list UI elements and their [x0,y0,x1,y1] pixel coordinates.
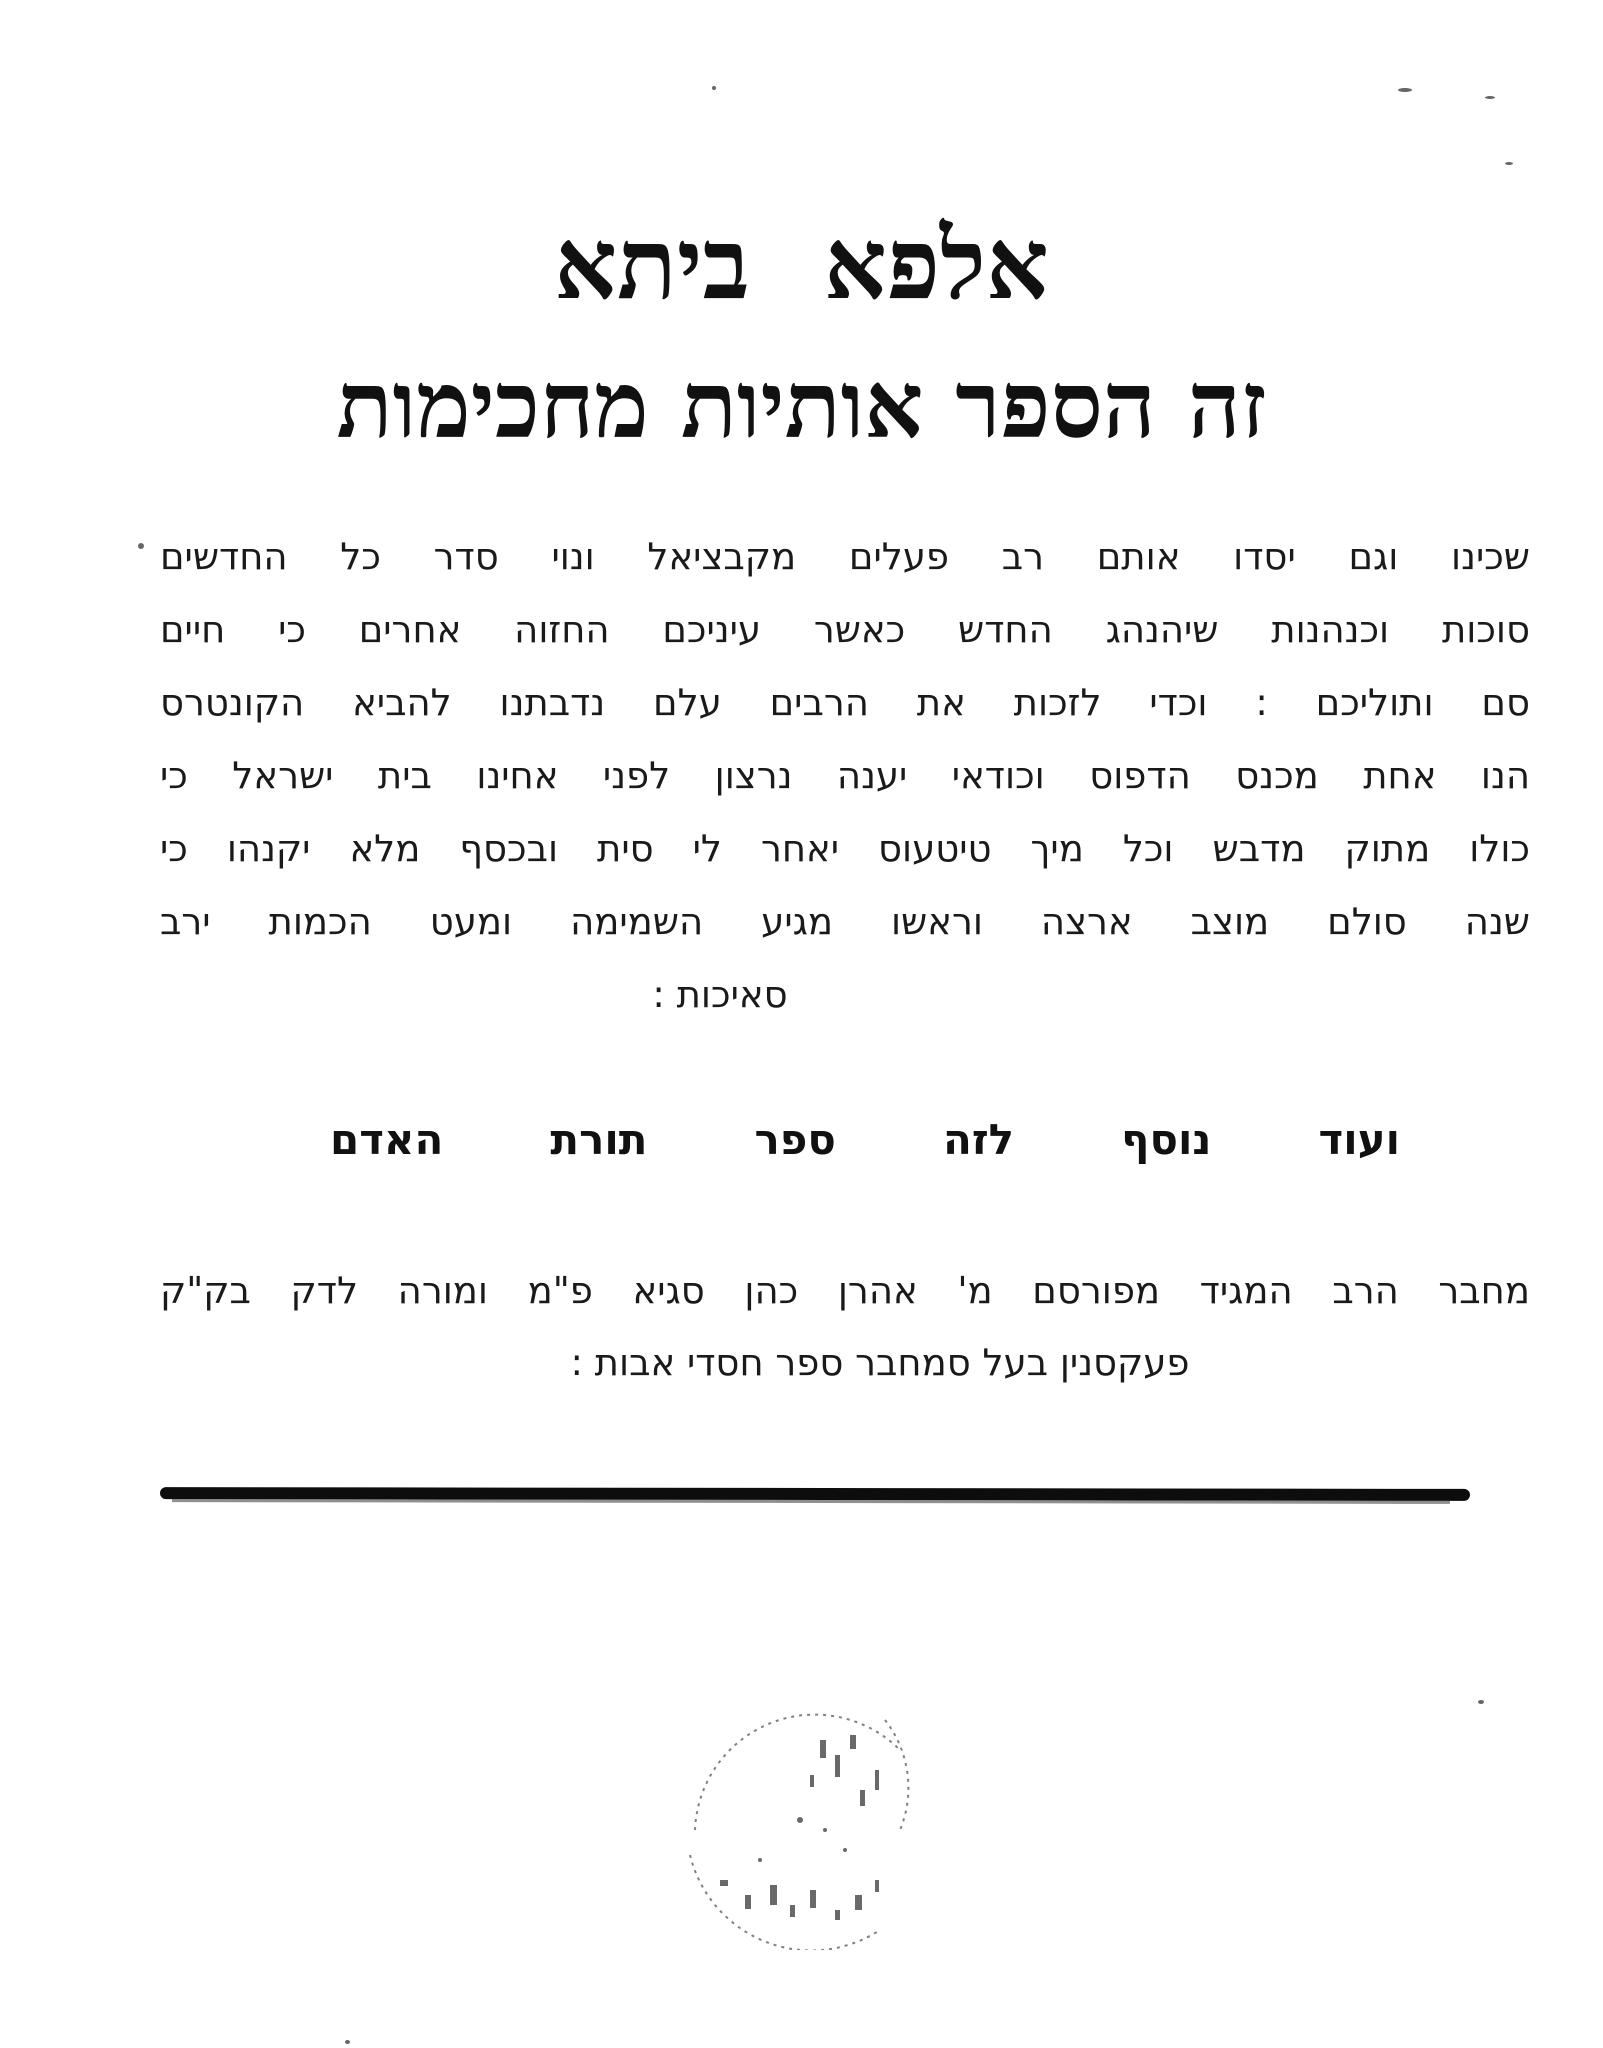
body-line: כולו מתוק מדבש וכל מיך טיטעוס יאחר לי סית ובכסף מלא יקנהו כי [160,827,1530,870]
body-line-final: סאיכות : [652,973,788,1016]
scan-speck [138,543,144,549]
title-line-2: זה הספר אותיות מחכימות [336,351,1267,459]
scan-speck [1478,1700,1484,1704]
horizontal-rule [160,1487,1470,1501]
body-line: סוכות וכנהנות שיהנהג החדש כאשר עיניכם החזוה אחרים כי חיים [160,608,1530,651]
scan-speck [1398,88,1412,92]
title-line-1: אלפא ביתא [554,207,1049,322]
body-line: שכינו וגם יסדו אותם רב פעלים מקבציאל ונוי סדר כל החדשים [160,535,1530,578]
author-block [160,1255,1530,1399]
body-line: סם ותוליכם : וכדי לזכות את הרבים עלם נדבתנו להביא הקונטרס [160,681,1530,724]
library-stamp [650,1680,940,1950]
scan-speck [1485,96,1495,99]
body-line: הנו אחת מכנס הדפוס וכודאי יענה נרצון לפני אחינו בית ישראל כי [160,754,1530,797]
body-line: שנה סולם מוצב ארצה וראשו מגיע השמימה ומעט הכמות ירב [160,900,1530,943]
author-line-2: פעקסנין בעל סמחבר ספר חסדי אבות : [570,1341,1190,1384]
author-line-1: מחבר הרב המגיד מפורסם מ' אהרן כהן סגיא פ"מ ומורה לדק בק"ק [160,1269,1530,1312]
scan-speck [345,2040,350,2044]
subtitle: ועוד נוסף לזה ספר תורת האדם [330,1115,1400,1164]
scan-speck [712,86,716,90]
scan-speck [1505,162,1513,165]
body-paragraph [160,520,1530,1031]
